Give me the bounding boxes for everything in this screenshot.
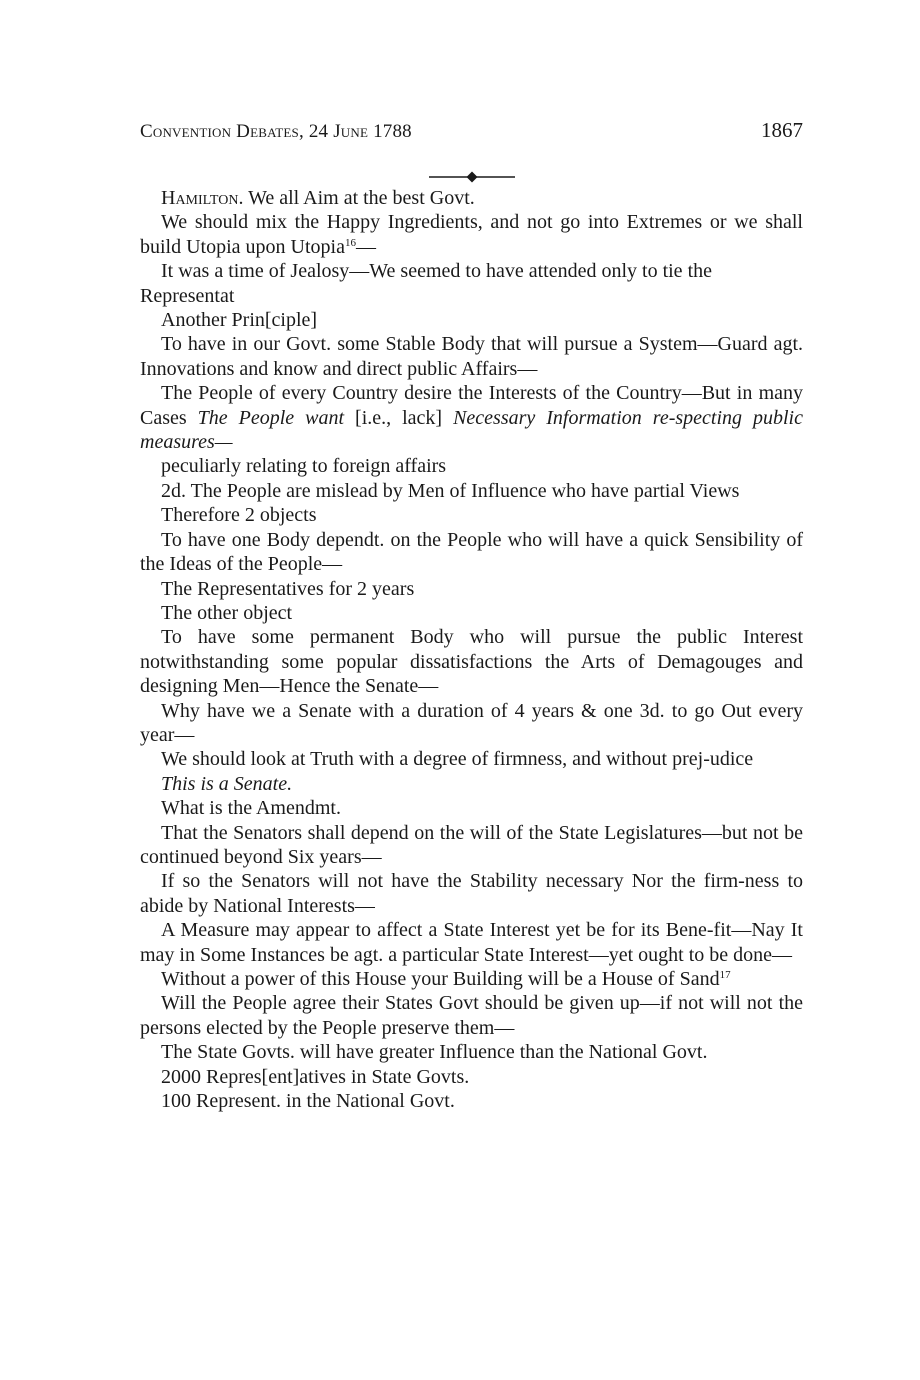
footnote-ref: 16 — [344, 236, 356, 249]
running-head-title: Convention Debates, 24 June 1788 — [140, 121, 412, 142]
speaker-name: Hamilton — [161, 187, 239, 209]
footnote-ref: 17 — [719, 969, 731, 981]
body-text — [140, 186, 803, 1113]
paragraph: That the Senators shall depend on the will of the State Legislatures—but not be continued beyond Six years— — [140, 821, 803, 868]
paragraph: Why have we a Senate with a duration of 4 years & one 3d. to go Out every year— — [140, 699, 803, 746]
page-number: 1867 — [761, 118, 803, 142]
paragraph: Another Prin[ciple] — [161, 309, 318, 332]
paragraph: Therefore 2 objects — [161, 504, 317, 527]
paragraph: The People of every Country desire the Interests of the Country—But in many Cases The People want [i.e., lack] Necessary Information re-specting public measures— — [140, 382, 803, 454]
paragraph: If so the Senators will not have the Stability necessary Nor the firm-ness to abide by National Interests— — [140, 870, 803, 917]
paragraph: We should mix the Happy Ingredients, and not go into Extremes or we shall build Utopia upon Utopia$^{16}$— — [140, 211, 803, 258]
paragraph: 100 Represent. in the National Govt. — [161, 1090, 455, 1113]
paragraph: The State Govts. will have greater Influence than the National Govt. — [161, 1041, 708, 1064]
paragraph: Without a power of this House your Building will be a House of Sand$^{17}$ — [161, 968, 731, 990]
diamond-rule-icon — [429, 170, 515, 184]
paragraph: It was a time of Jealosy—We seemed to have attended only to tie the Representat — [140, 260, 712, 307]
page — [140, 118, 803, 1113]
paragraph: peculiarly relating to foreign affairs — [161, 455, 447, 478]
paragraph: The other object — [161, 601, 293, 624]
paragraph: Will the People agree their States Govt should be given up—if not will not the persons elected by the People preserve them— — [140, 992, 803, 1039]
running-head — [140, 118, 803, 148]
paragraph: 2000 Repres[ent]atives in State Govts. — [161, 1065, 470, 1088]
paragraph: What is the Amendmt. — [161, 797, 341, 820]
paragraph: To have one Body dependt. on the People who will have a quick Sensibility of the Ideas of the People— — [140, 528, 803, 576]
paragraph: To have some permanent Body who will pursue the public Interest notwithstanding some popular dissatisfactions the Arts of Demagouges and designing Men—Hence the Senate— — [140, 626, 803, 698]
paragraph: 2d. The People are mislead by Men of Influence who have partial Views — [161, 479, 740, 502]
paragraph: The Representatives for 2 years — [161, 577, 415, 600]
paragraph: A Measure may appear to affect a State Interest yet be for its Bene-fit—Nay It may in Some Instances be agt. a particular State Interest—yet ought to be done— — [140, 919, 803, 966]
paragraph: Hamilton. We all Aim at the best Govt. — [161, 187, 475, 209]
paragraph: We should look at Truth with a degree of firmness, and without prej-udice — [161, 748, 754, 771]
paragraph: This is a Senate. — [161, 772, 293, 795]
paragraph: To have in our Govt. some Stable Body that will pursue a System—Guard agt. Innovations and know and direct public Affairs— — [140, 333, 803, 380]
section-ornament — [140, 170, 803, 184]
